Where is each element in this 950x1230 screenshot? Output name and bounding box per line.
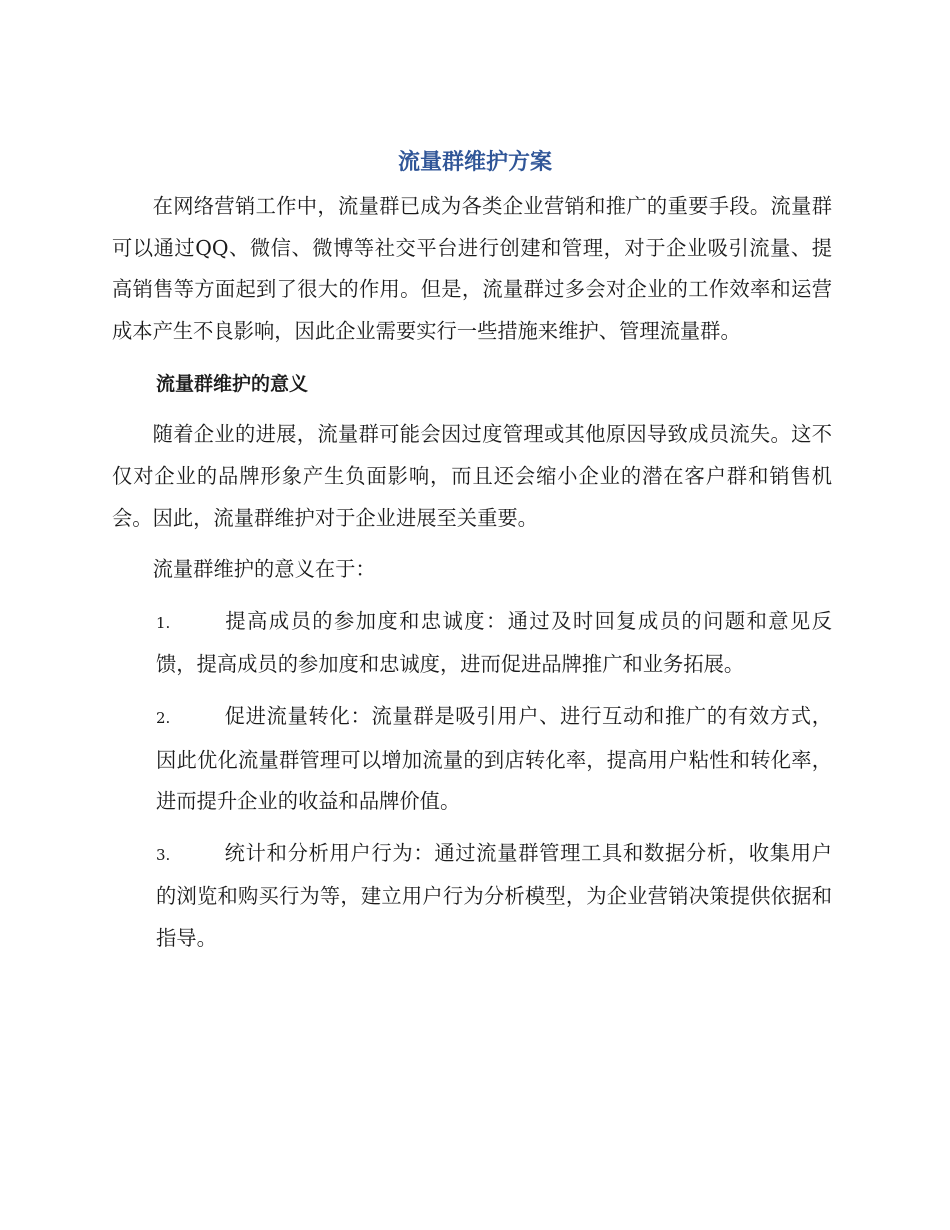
- list-item: [112, 833, 832, 960]
- list-item-text: 促进流量转化：流量群是吸引用户、进行互动和推广的有效方式，因此优化流量群管理可以增加流量的到店转化率，提高用户粘性和转化率，进而提升企业的收益和品牌价值。: [156, 703, 832, 814]
- document-title: 流量群维护方案: [397, 150, 552, 175]
- lead-in-paragraph: 流量群维护的意义在于：: [152, 557, 376, 582]
- list-item: [112, 601, 832, 686]
- list-item-number: 3.: [156, 845, 171, 864]
- section-heading: 流量群维护的意义: [156, 373, 309, 396]
- section-paragraph: 随着企业的进展，流量群可能会因过度管理或其他原因导致成员流失。这不仅对企业的品牌形象产生负面影响，而且还会缩小企业的潜在客户群和销售机会。因此，流量群维护对于企业进展至关重要。: [112, 422, 832, 530]
- list-item-text: 提高成员的参加度和忠诚度：通过及时回复成员的问题和意见反馈，提高成员的参加度和忠诚度，进而促进品牌推广和业务拓展。: [156, 608, 832, 677]
- list-item: [112, 696, 832, 823]
- document-body: [112, 186, 832, 960]
- list-item-text: 统计和分析用户行为：通过流量群管理工具和数据分析，收集用户的浏览和购买行为等，建立用户行为分析模型，为企业营销决策提供依据和指导。: [156, 840, 832, 950]
- intro-paragraph: 在网络营销工作中，流量群已成为各类企业营销和推广的重要手段。流量群可以通过QQ、微信、微博等社交平台进行创建和管理，对于企业吸引流量、提高销售等方面起到了很大的作用。但是，流量群过多会对企业的工作效率和运营成本产生不良影响，因此企业需要实行一些措施来维护、管理流量群。: [112, 194, 832, 343]
- list-item-number: 2.: [156, 708, 171, 727]
- list-item-number: 1.: [156, 613, 171, 632]
